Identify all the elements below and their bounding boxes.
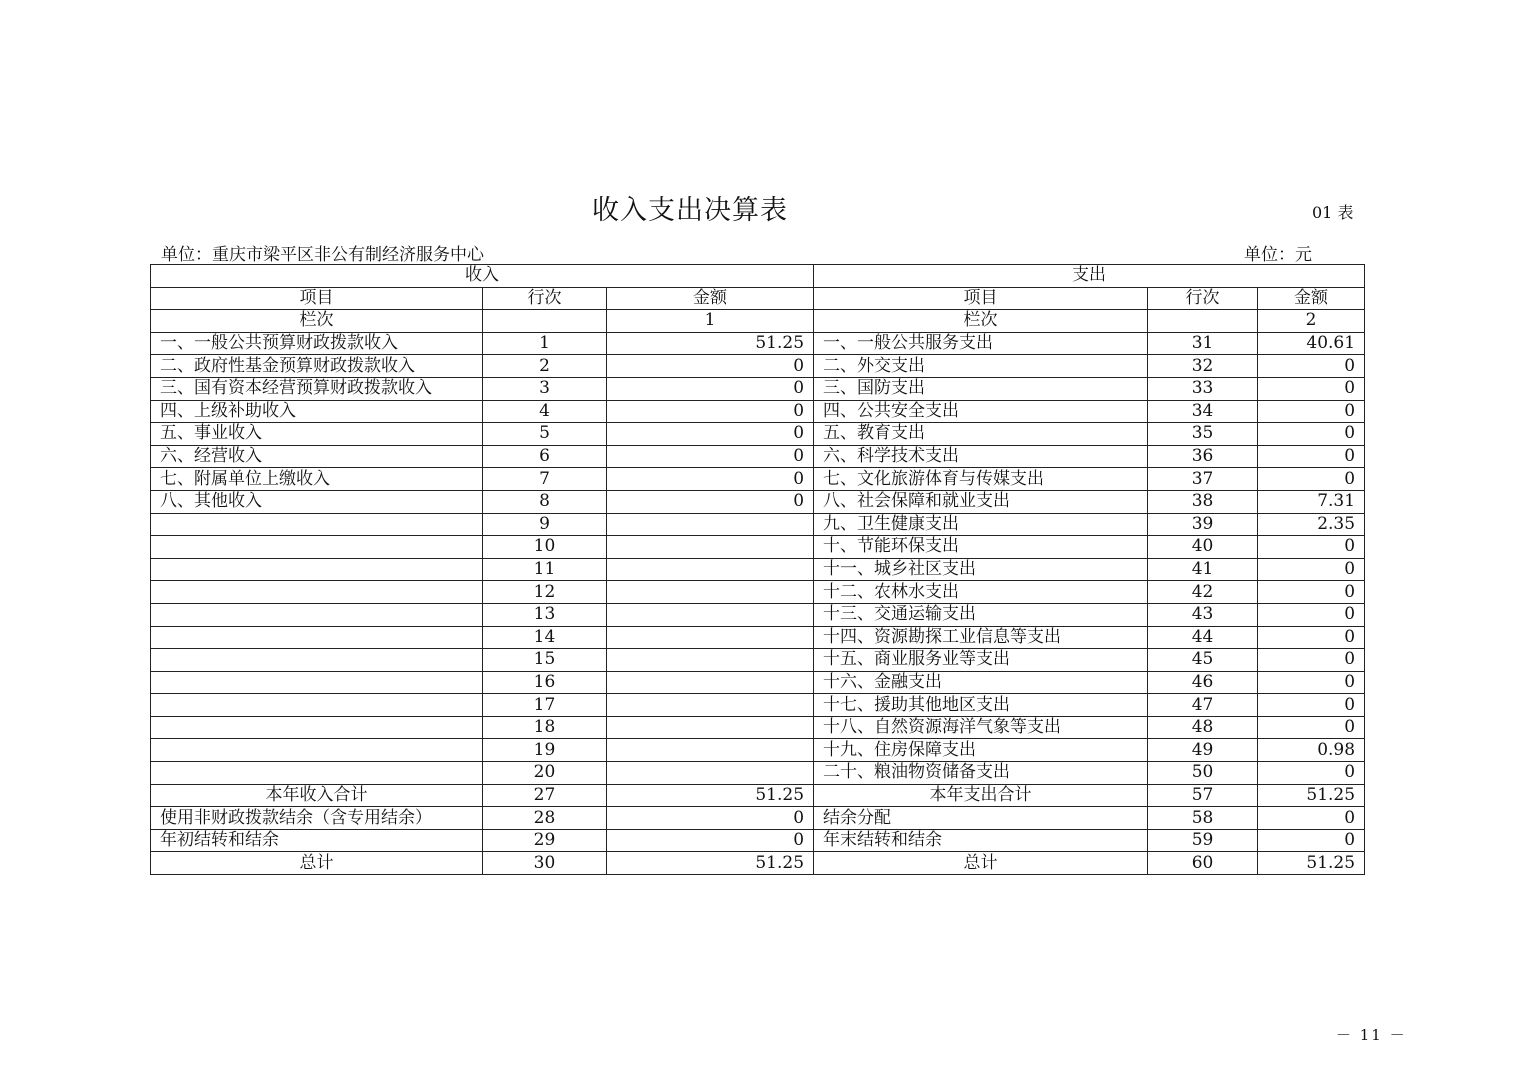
expense-amount-cell: 0 bbox=[1258, 807, 1365, 830]
income-item-header: 项目 bbox=[151, 287, 483, 310]
table-id: 01 表 bbox=[1312, 203, 1354, 222]
expense-item-cell: 五、教育支出 bbox=[814, 423, 1148, 446]
expense-row-cell: 43 bbox=[1148, 603, 1258, 626]
income-row-cell: 14 bbox=[483, 626, 607, 649]
income-row-cell: 4 bbox=[483, 400, 607, 423]
income-amount-cell: 0 bbox=[607, 468, 814, 491]
expense-row-cell: 50 bbox=[1148, 762, 1258, 785]
income-item-cell: 四、上级补助收入 bbox=[151, 400, 483, 423]
table-row bbox=[151, 423, 1365, 446]
currency-unit: 单位：元 bbox=[1244, 245, 1312, 265]
income-amount-cell bbox=[607, 558, 814, 581]
expense-amount-cell: 0 bbox=[1258, 400, 1365, 423]
expense-amount-cell: 0 bbox=[1258, 716, 1365, 739]
income-item-cell: 八、其他收入 bbox=[151, 490, 483, 513]
expense-item-header: 项目 bbox=[814, 287, 1148, 310]
expense-row-cell: 48 bbox=[1148, 716, 1258, 739]
income-row-cell: 11 bbox=[483, 558, 607, 581]
expense-row-cell: 32 bbox=[1148, 355, 1258, 378]
expense-row-cell: 47 bbox=[1148, 694, 1258, 717]
expense-section-header: 支出 bbox=[814, 265, 1365, 288]
expense-row-cell: 33 bbox=[1148, 377, 1258, 400]
income-item-cell bbox=[151, 536, 483, 559]
income-item-cell bbox=[151, 649, 483, 672]
income-amount-cell bbox=[607, 739, 814, 762]
expense-item-cell: 十七、援助其他地区支出 bbox=[814, 694, 1148, 717]
page-title: 收入支出决算表 bbox=[592, 195, 788, 226]
income-item-cell: 本年收入合计 bbox=[151, 784, 483, 807]
income-row-cell: 30 bbox=[483, 852, 607, 875]
income-amount-cell: 51.25 bbox=[607, 852, 814, 875]
income-amount-cell bbox=[607, 581, 814, 604]
table-row bbox=[151, 468, 1365, 491]
expense-item-cell: 十四、资源勘探工业信息等支出 bbox=[814, 626, 1148, 649]
expense-row-cell: 44 bbox=[1148, 626, 1258, 649]
expense-amount-cell: 0 bbox=[1258, 377, 1365, 400]
expense-item-cell: 六、科学技术支出 bbox=[814, 445, 1148, 468]
expense-item-cell: 四、公共安全支出 bbox=[814, 400, 1148, 423]
empty-cell bbox=[483, 310, 607, 333]
expense-item-cell: 十八、自然资源海洋气象等支出 bbox=[814, 716, 1148, 739]
table-row bbox=[151, 603, 1365, 626]
expense-amount-cell: 0 bbox=[1258, 581, 1365, 604]
expense-row-cell: 59 bbox=[1148, 829, 1258, 852]
table-row bbox=[151, 377, 1365, 400]
expense-item-cell: 十三、交通运输支出 bbox=[814, 603, 1148, 626]
income-row-cell: 12 bbox=[483, 581, 607, 604]
income-row-cell: 27 bbox=[483, 784, 607, 807]
table-row bbox=[151, 332, 1365, 355]
income-amount-cell bbox=[607, 513, 814, 536]
income-item-cell bbox=[151, 603, 483, 626]
expense-item-cell: 二、外交支出 bbox=[814, 355, 1148, 378]
table-row bbox=[151, 852, 1365, 875]
expense-item-cell: 十、节能环保支出 bbox=[814, 536, 1148, 559]
expense-row-cell: 37 bbox=[1148, 468, 1258, 491]
income-item-cell: 一、一般公共预算财政拨款收入 bbox=[151, 332, 483, 355]
empty-cell bbox=[1148, 310, 1258, 333]
column-number-row bbox=[151, 310, 1365, 333]
table-row bbox=[151, 716, 1365, 739]
income-amount-cell: 0 bbox=[607, 377, 814, 400]
expense-amount-cell: 0.98 bbox=[1258, 739, 1365, 762]
expense-amount-cell: 40.61 bbox=[1258, 332, 1365, 355]
expense-item-cell: 一、一般公共服务支出 bbox=[814, 332, 1148, 355]
page-number: － 11 － bbox=[1336, 1026, 1407, 1044]
income-item-cell: 二、政府性基金预算财政拨款收入 bbox=[151, 355, 483, 378]
income-column-number: 1 bbox=[607, 310, 814, 333]
income-row-cell: 2 bbox=[483, 355, 607, 378]
income-amount-cell: 0 bbox=[607, 807, 814, 830]
income-amount-cell: 0 bbox=[607, 423, 814, 446]
expense-row-cell: 38 bbox=[1148, 490, 1258, 513]
table-row bbox=[151, 784, 1365, 807]
income-row-cell: 10 bbox=[483, 536, 607, 559]
expense-amount-cell: 0 bbox=[1258, 536, 1365, 559]
income-item-cell bbox=[151, 716, 483, 739]
expense-row-cell: 60 bbox=[1148, 852, 1258, 875]
income-item-cell: 年初结转和结余 bbox=[151, 829, 483, 852]
expense-row-cell: 49 bbox=[1148, 739, 1258, 762]
expense-amount-cell: 0 bbox=[1258, 829, 1365, 852]
expense-amount-cell: 0 bbox=[1258, 423, 1365, 446]
income-amount-cell bbox=[607, 603, 814, 626]
expense-amount-cell: 0 bbox=[1258, 649, 1365, 672]
table-row bbox=[151, 400, 1365, 423]
expense-row-cell: 58 bbox=[1148, 807, 1258, 830]
expense-row-cell: 35 bbox=[1148, 423, 1258, 446]
expense-row-header: 行次 bbox=[1148, 287, 1258, 310]
table-row bbox=[151, 739, 1365, 762]
expense-row-cell: 34 bbox=[1148, 400, 1258, 423]
income-row-cell: 16 bbox=[483, 671, 607, 694]
table-row bbox=[151, 490, 1365, 513]
column-header-row bbox=[151, 287, 1365, 310]
expense-amount-cell: 0 bbox=[1258, 694, 1365, 717]
expense-item-cell: 七、文化旅游体育与传媒支出 bbox=[814, 468, 1148, 491]
expense-item-cell: 十一、城乡社区支出 bbox=[814, 558, 1148, 581]
income-item-cell bbox=[151, 762, 483, 785]
income-row-cell: 13 bbox=[483, 603, 607, 626]
table-row bbox=[151, 694, 1365, 717]
income-item-cell bbox=[151, 513, 483, 536]
income-item-cell: 总计 bbox=[151, 852, 483, 875]
income-amount-cell bbox=[607, 694, 814, 717]
income-row-cell: 5 bbox=[483, 423, 607, 446]
expense-amount-cell: 2.35 bbox=[1258, 513, 1365, 536]
income-row-cell: 17 bbox=[483, 694, 607, 717]
expense-amount-cell: 0 bbox=[1258, 355, 1365, 378]
expense-lanci-label: 栏次 bbox=[814, 310, 1148, 333]
income-amount-cell: 0 bbox=[607, 445, 814, 468]
expense-amount-header: 金额 bbox=[1258, 287, 1365, 310]
expense-item-cell: 年末结转和结余 bbox=[814, 829, 1148, 852]
income-amount-header: 金额 bbox=[607, 287, 814, 310]
income-row-cell: 28 bbox=[483, 807, 607, 830]
expense-row-cell: 36 bbox=[1148, 445, 1258, 468]
income-item-cell: 七、附属单位上缴收入 bbox=[151, 468, 483, 491]
expense-amount-cell: 0 bbox=[1258, 445, 1365, 468]
table-row bbox=[151, 445, 1365, 468]
income-item-cell bbox=[151, 671, 483, 694]
income-row-cell: 18 bbox=[483, 716, 607, 739]
income-row-cell: 9 bbox=[483, 513, 607, 536]
income-amount-cell: 0 bbox=[607, 400, 814, 423]
income-item-cell bbox=[151, 739, 483, 762]
expense-amount-cell: 0 bbox=[1258, 626, 1365, 649]
expense-row-cell: 42 bbox=[1148, 581, 1258, 604]
income-item-cell bbox=[151, 694, 483, 717]
expense-item-cell: 结余分配 bbox=[814, 807, 1148, 830]
expense-amount-cell: 51.25 bbox=[1258, 852, 1365, 875]
income-row-cell: 15 bbox=[483, 649, 607, 672]
expense-item-cell: 三、国防支出 bbox=[814, 377, 1148, 400]
income-item-cell: 五、事业收入 bbox=[151, 423, 483, 446]
expense-item-cell: 八、社会保障和就业支出 bbox=[814, 490, 1148, 513]
income-row-cell: 3 bbox=[483, 377, 607, 400]
income-row-cell: 6 bbox=[483, 445, 607, 468]
income-amount-cell bbox=[607, 649, 814, 672]
income-item-cell bbox=[151, 558, 483, 581]
income-amount-cell: 0 bbox=[607, 829, 814, 852]
expense-item-cell: 十六、金融支出 bbox=[814, 671, 1148, 694]
income-row-cell: 20 bbox=[483, 762, 607, 785]
expense-amount-cell: 0 bbox=[1258, 762, 1365, 785]
income-amount-cell: 51.25 bbox=[607, 332, 814, 355]
income-amount-cell bbox=[607, 671, 814, 694]
income-lanci-label: 栏次 bbox=[151, 310, 483, 333]
income-section-header: 收入 bbox=[151, 265, 814, 288]
table-row bbox=[151, 829, 1365, 852]
unit-name: 单位：重庆市梁平区非公有制经济服务中心 bbox=[161, 245, 484, 265]
expense-amount-cell: 7.31 bbox=[1258, 490, 1365, 513]
table-row bbox=[151, 649, 1365, 672]
income-item-cell: 使用非财政拨款结余（含专用结余） bbox=[151, 807, 483, 830]
income-row-cell: 19 bbox=[483, 739, 607, 762]
income-row-cell: 7 bbox=[483, 468, 607, 491]
expense-amount-cell: 0 bbox=[1258, 558, 1365, 581]
income-amount-cell bbox=[607, 626, 814, 649]
expense-item-cell: 二十、粮油物资储备支出 bbox=[814, 762, 1148, 785]
income-amount-cell: 51.25 bbox=[607, 784, 814, 807]
expense-item-cell: 十五、商业服务业等支出 bbox=[814, 649, 1148, 672]
expense-column-number: 2 bbox=[1258, 310, 1365, 333]
income-expense-table bbox=[150, 264, 1365, 875]
expense-row-cell: 57 bbox=[1148, 784, 1258, 807]
table-row bbox=[151, 762, 1365, 785]
table-row bbox=[151, 536, 1365, 559]
section-header-row bbox=[151, 265, 1365, 288]
expense-item-cell: 本年支出合计 bbox=[814, 784, 1148, 807]
expense-row-cell: 31 bbox=[1148, 332, 1258, 355]
expense-row-cell: 46 bbox=[1148, 671, 1258, 694]
income-item-cell: 六、经营收入 bbox=[151, 445, 483, 468]
income-amount-cell: 0 bbox=[607, 355, 814, 378]
table-row bbox=[151, 626, 1365, 649]
income-row-cell: 1 bbox=[483, 332, 607, 355]
expense-row-cell: 45 bbox=[1148, 649, 1258, 672]
income-amount-cell bbox=[607, 716, 814, 739]
table-row bbox=[151, 558, 1365, 581]
expense-row-cell: 41 bbox=[1148, 558, 1258, 581]
income-amount-cell bbox=[607, 536, 814, 559]
expense-item-cell: 总计 bbox=[814, 852, 1148, 875]
expense-amount-cell: 51.25 bbox=[1258, 784, 1365, 807]
expense-row-cell: 40 bbox=[1148, 536, 1258, 559]
income-row-cell: 29 bbox=[483, 829, 607, 852]
expense-item-cell: 十九、住房保障支出 bbox=[814, 739, 1148, 762]
expense-amount-cell: 0 bbox=[1258, 468, 1365, 491]
table-row bbox=[151, 513, 1365, 536]
income-amount-cell: 0 bbox=[607, 490, 814, 513]
expense-amount-cell: 0 bbox=[1258, 671, 1365, 694]
income-item-cell bbox=[151, 626, 483, 649]
table-row bbox=[151, 581, 1365, 604]
income-row-cell: 8 bbox=[483, 490, 607, 513]
table-row bbox=[151, 671, 1365, 694]
table-row bbox=[151, 807, 1365, 830]
income-item-cell: 三、国有资本经营预算财政拨款收入 bbox=[151, 377, 483, 400]
table-row bbox=[151, 355, 1365, 378]
expense-item-cell: 十二、农林水支出 bbox=[814, 581, 1148, 604]
income-row-header: 行次 bbox=[483, 287, 607, 310]
income-amount-cell bbox=[607, 762, 814, 785]
expense-row-cell: 39 bbox=[1148, 513, 1258, 536]
expense-amount-cell: 0 bbox=[1258, 603, 1365, 626]
expense-item-cell: 九、卫生健康支出 bbox=[814, 513, 1148, 536]
income-item-cell bbox=[151, 581, 483, 604]
